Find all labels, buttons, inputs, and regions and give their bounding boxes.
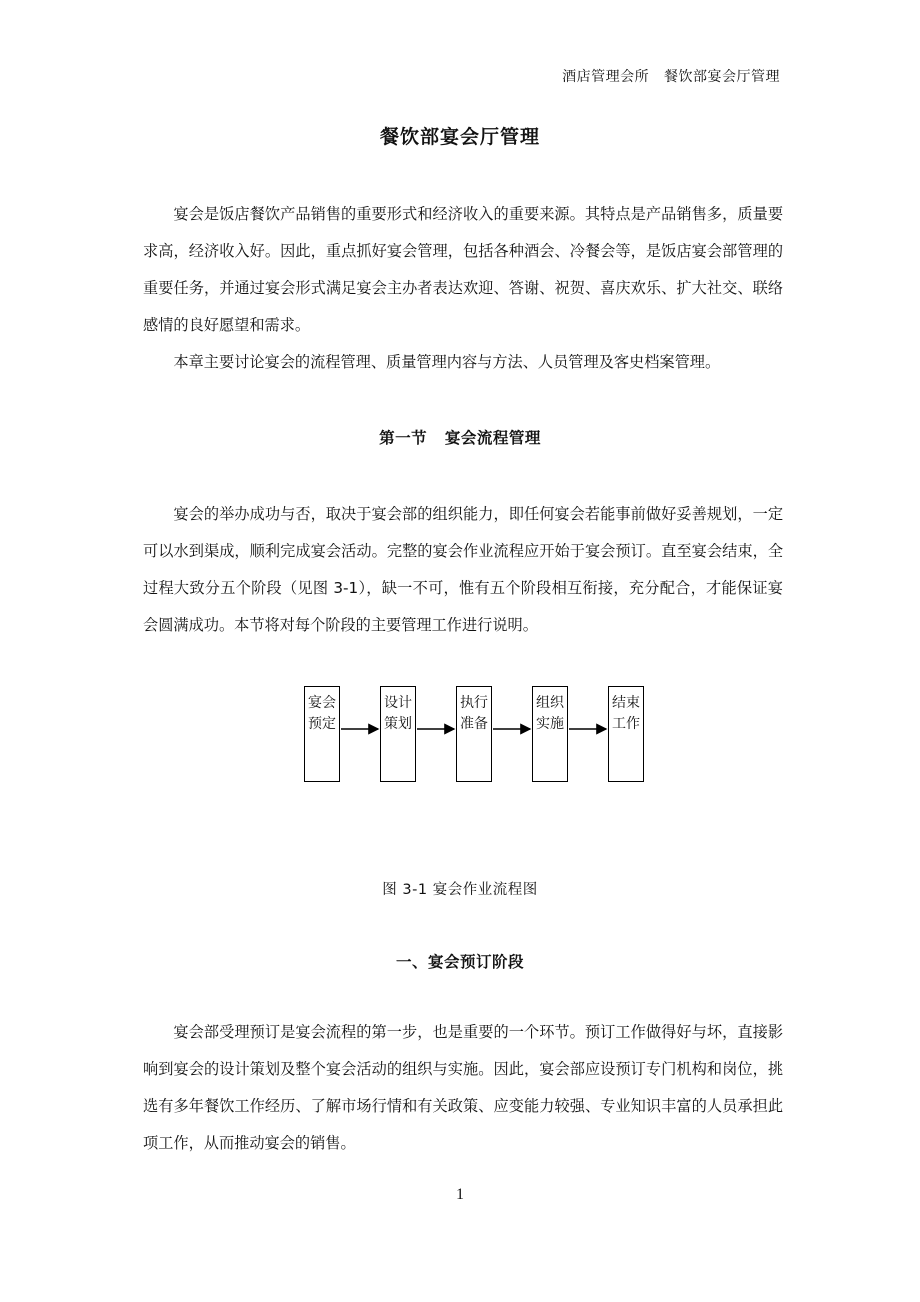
flow-step-label: 结束工作	[612, 695, 640, 732]
flow-step-label: 执行准备	[460, 695, 488, 732]
intro-paragraph: 宴会是饭店餐饮产品销售的重要形式和经济收入的重要来源。其特点是产品销售多，质量要求高，经济收入好。因此，重点抓好宴会管理，包括各种酒会、冷餐会等，是饭店宴会部管理的重要任务，并通过宴会形式满足宴会主办者表达欢迎、答谢、祝贺、喜庆欢乐、扩大社交、联络感情的良好愿望和需求。	[143, 205, 783, 334]
flow-step-design	[380, 686, 416, 782]
section-title: 第一节 宴会流程管理	[379, 429, 541, 447]
intro-summary-paragraph: 本章主要讨论宴会的流程管理、质量管理内容与方法、人员管理及客史档案管理。	[173, 353, 721, 371]
flowchart	[304, 686, 648, 784]
flow-step-closing	[608, 686, 644, 782]
document-title: 餐饮部宴会厅管理	[379, 126, 540, 148]
subsection-paragraph: 宴会部受理预订是宴会流程的第一步，也是重要的一个环节。预订工作做得好与坏，直接影响到宴会的设计策划及整个宴会活动的组织与实施。因此，宴会部应设预订专门机构和岗位，挑选有多年餐饮工作经历、了解市场行情和有关政策、应变能力较强、专业知识丰富的人员承担此项工作，从而推动宴会的销售。	[143, 1023, 783, 1152]
flow-step-label: 设计策划	[384, 695, 412, 732]
flow-step-execution	[532, 686, 568, 782]
figure-caption: 图 3-1 宴会作业流程图	[382, 882, 538, 898]
flow-step-booking	[304, 686, 340, 782]
running-header: 酒店管理会所 餐饮部宴会厅管理	[562, 69, 780, 85]
page-number: 1	[456, 1186, 464, 1203]
subsection-title: 一、宴会预订阶段	[395, 953, 524, 971]
flow-step-label: 宴会预定	[308, 695, 336, 732]
section-paragraph: 宴会的举办成功与否，取决于宴会部的组织能力，即任何宴会若能事前做好妥善规划，一定可以水到渠成，顺利完成宴会活动。完整的宴会作业流程应开始于宴会预订。直至宴会结束，全过程大致分五个阶段（见图 3-1），缺一不可，惟有五个阶段相互衔接，充分配合，才能保证宴会圆满成功。本节将对每个阶段的主要管理工作进行说明。	[143, 505, 783, 634]
flow-step-label: 组织实施	[536, 695, 564, 732]
flow-step-preparation	[456, 686, 492, 782]
